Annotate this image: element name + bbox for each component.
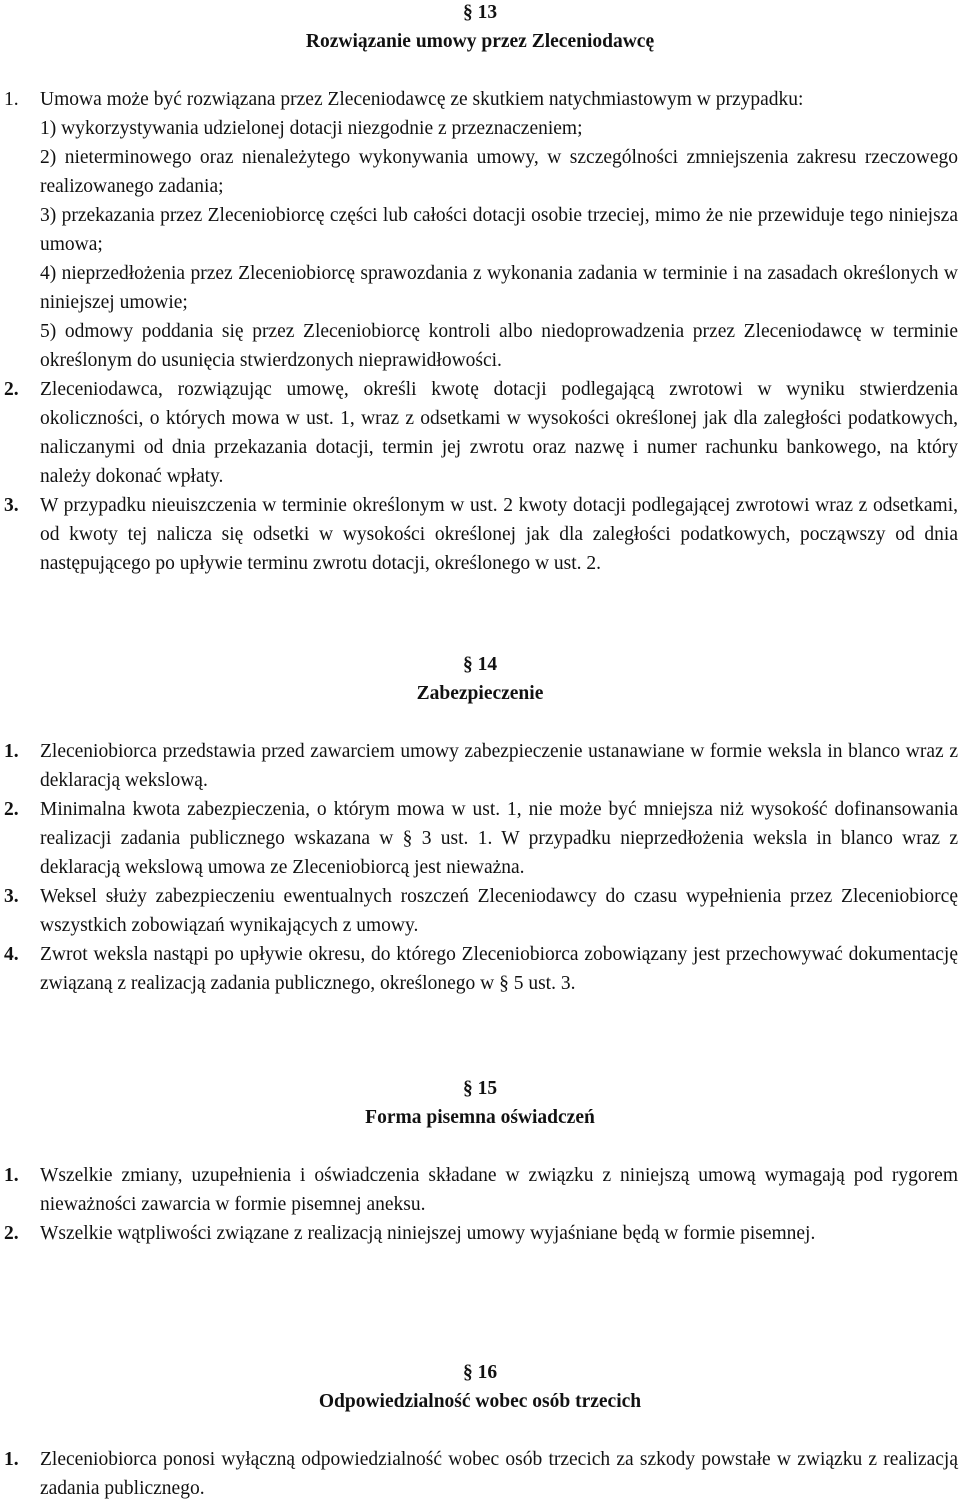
clause-text: Minimalna kwota zabezpieczenia, o którym mowa w ust. 1, nie może być mniejsza niż wysokość dofinansowania realizacji zadania publicznego wskazana w § 3 ust. 1. W przypadku nieprzedłożenia weksla in blanco wraz z deklaracją wekslową umowa ze Zleceniobiorcą jest nieważna. [40,799,958,878]
clause-1 [0,85,960,375]
section-14 [0,650,960,998]
section-symbol: § 14 [462,654,498,675]
clause-number: 1. [4,1165,19,1186]
section-title: Forma pisemna oświadczeń [365,1107,595,1128]
clause-text: Weksel służy zabezpieczeniu ewentualnych roszczeń Zleceniodawcy do czasu wypełnienia przez Zleceniobiorcę wszystkich zobowiązań wynikających z umowy. [40,886,958,936]
clause-number: 4. [4,944,19,965]
clause-2 [0,375,960,491]
clause-1 [0,1445,960,1503]
clause-text: Zleceniobiorca ponosi wyłączną odpowiedzialność wobec osób trzecich za szkody powstałe w związku z realizacją zadania publicznego. [40,1449,958,1499]
case-3: 3) przekazania przez Zleceniobiorcę części lub całości dotacji osobie trzeciej, mimo że nie przewiduje tego niniejsza umowa; [40,205,958,255]
clause-intro: Umowa może być rozwiązana przez Zleceniodawcę ze skutkiem natychmiastowym w przypadku: [40,89,804,110]
clause-2 [0,795,960,882]
clause-1 [0,737,960,795]
clause-text: Zleceniodawca, rozwiązując umowę, określi kwotę dotacji podlegającą zwrotowi w wyniku stwierdzenia okoliczności, o których mowa w ust. 1, wraz z odsetkami w wysokości określonej jak dla zaległości podatkowych, naliczanymi od dnia przekazania dotacji, termin jej zwrotu oraz nazwę i numer rachunku bankowego, na który należy dokonać wpłaty. [40,379,958,487]
section-symbol: § 16 [462,1362,498,1383]
clause-text: Wszelkie zmiany, uzupełnienia i oświadczenia składane w związku z niniejszą umową wymagają pod rygorem nieważności zawarcia w formie pisemnej aneksu. [40,1165,958,1215]
clause-number: 3. [4,495,19,516]
clause-number: 3. [4,886,19,907]
clause-3 [0,491,960,578]
clause-text: Zwrot weksla nastąpi po upływie okresu, do którego Zleceniobiorca zobowiązany jest przechowywać dokumentację związaną z realizacją zadania publicznego, określonego w § 5 ust. 3. [40,944,958,994]
clause-3 [0,882,960,940]
clause-2 [0,1219,960,1248]
clause-4 [0,940,960,998]
clause-text: Wszelkie wątpliwości związane z realizacją niniejszej umowy wyjaśniane będą w formie pisemnej. [40,1223,816,1244]
section-title: Zabezpieczenie [416,683,544,704]
section-13 [0,0,960,578]
clause-number: 1. [4,1449,19,1470]
clause-number: 1. [4,741,19,762]
clause-1 [0,1161,960,1219]
section-15 [0,1074,960,1248]
case-5: 5) odmowy poddania się przez Zleceniobiorcę kontroli albo niedoprowadzenia przez Zleceniodawcę w terminie określonym do usunięcia stwierdzonych nieprawidłowości. [40,321,958,371]
clause-number: 2. [4,799,19,820]
section-16 [0,1358,960,1503]
clause-number: 2. [4,379,19,400]
clause-text: Zleceniobiorca przedstawia przed zawarciem umowy zabezpieczenie ustanawiane w formie weksla in blanco wraz z deklaracją wekslową. [40,741,958,791]
case-4: 4) nieprzedłożenia przez Zleceniobiorcę sprawozdania z wykonania zadania w terminie i na zasadach określonych w niniejszej umowie; [40,263,958,313]
section-title: Rozwiązanie umowy przez Zleceniodawcę [305,31,655,52]
clause-number: 1. [4,89,19,110]
case-1: 1) wykorzystywania udzielonej dotacji niezgodnie z przeznaczeniem; [40,118,583,139]
section-title: Odpowiedzialność wobec osób trzecich [318,1391,642,1412]
section-symbol: § 15 [462,1078,498,1099]
case-2: 2) nieterminowego oraz nienależytego wykonywania umowy, w szczególności zmniejszenia zakresu rzeczowego realizowanego zadania; [40,147,958,197]
clause-number: 2. [4,1223,19,1244]
clause-text: W przypadku nieuiszczenia w terminie określonym w ust. 2 kwoty dotacji podlegającej zwrotowi wraz z odsetkami, od kwoty tej nalicza się odsetki w wysokości określonej jak dla zaległości podatkowych, począwszy od dnia następującego po upływie terminu zwrotu dotacji, określonego w ust. 2. [40,495,958,574]
section-symbol: § 13 [462,2,498,23]
